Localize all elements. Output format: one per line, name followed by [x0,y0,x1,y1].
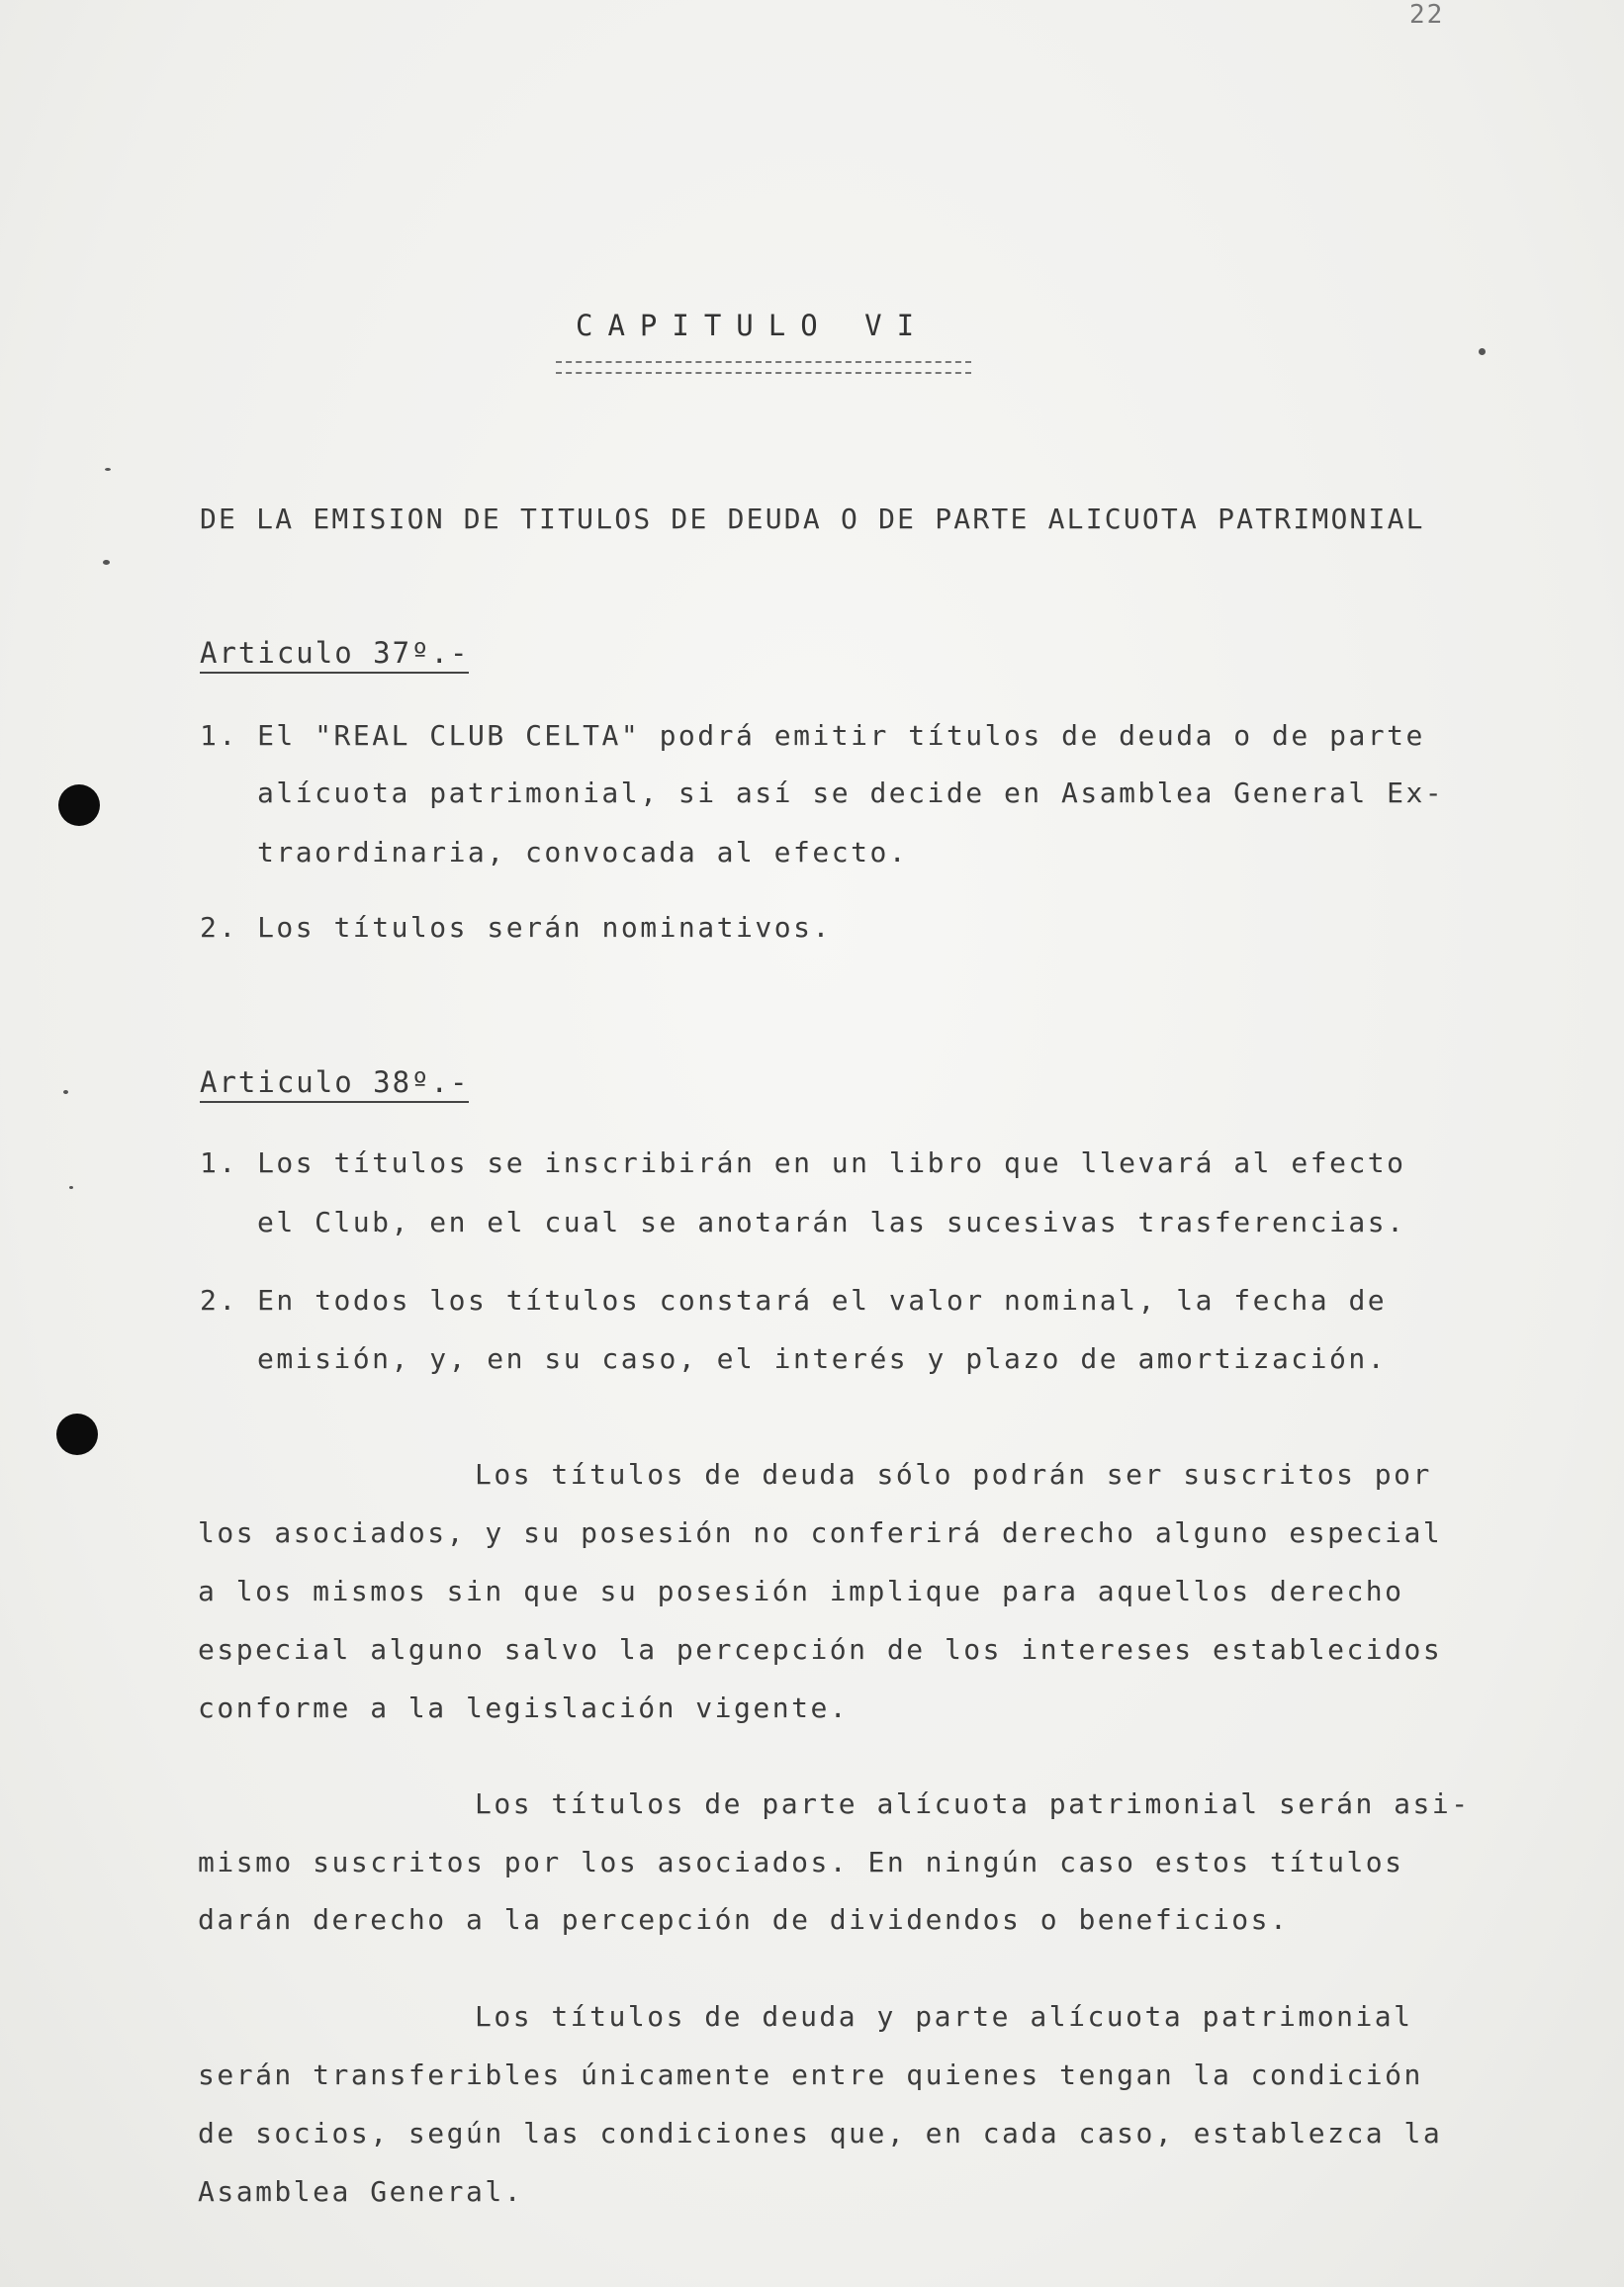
page-number: 22 [1409,0,1445,30]
paragraph-2-line: Los títulos de parte alícuota patrimonial serán asi- [475,1787,1471,1820]
article-38-line: 2. En todos los títulos constará el valor nominal, la fecha de [200,1284,1388,1317]
paragraph-3-line: Los títulos de deuda y parte alícuota patrimonial [475,2000,1413,2033]
paragraph-1-line: Los títulos de deuda sólo podrán ser suscritos por [475,1458,1432,1491]
ink-speck [105,468,111,471]
ink-speck [103,560,110,565]
article-38-line: emisión, y, en su caso, el interés y plazo de amortización. [257,1342,1388,1375]
ink-speck [1479,348,1486,355]
article-37-line: 1. El "REAL CLUB CELTA" podrá emitir títulos de deuda o de parte [200,719,1425,752]
paragraph-2-line: darán derecho a la percepción de dividendos o beneficios. [198,1903,1290,1936]
article-38-line: el Club, en el cual se anotarán las sucesivas trasferencias. [257,1206,1406,1238]
article-37-line: 2. Los títulos serán nominativos. [200,911,832,944]
paragraph-3-line: de socios, según las condiciones que, en cada caso, establezca la [198,2117,1443,2150]
paragraph-1-line: los asociados, y su posesión no conferirá derecho alguno especial [198,1516,1443,1549]
paragraph-3-line: Asamblea General. [198,2175,524,2208]
punch-hole-lower [56,1414,98,1455]
paragraph-1-line: conforme a la legislación vigente. [198,1692,850,1724]
chapter-title: CAPITULO VI [576,309,930,342]
article-38-line: 1. Los títulos se inscribirán en un libro que llevará al efecto [200,1146,1406,1179]
section-heading: DE LA EMISION DE TITULOS DE DEUDA O DE PARTE ALICUOTA PATRIMONIAL [200,503,1425,535]
paragraph-3-line: serán transferibles únicamente entre quienes tengan la condición [198,2058,1423,2091]
article-37-line: alícuota patrimonial, si así se decide en Asamblea General Ex- [257,777,1445,809]
article-37-heading: Articulo 37º.- [200,636,469,674]
punch-hole-upper [58,784,100,826]
article-38-heading: Articulo 38º.- [200,1065,469,1103]
ink-speck [63,1090,68,1094]
paragraph-1-line: a los mismos sin que su posesión implique para aquellos derecho [198,1575,1404,1607]
paragraph-2-line: mismo suscritos por los asociados. En ningún caso estos títulos [198,1846,1404,1878]
article-37-line: traordinaria, convocada al efecto. [257,836,909,869]
ink-speck [69,1186,73,1189]
chapter-title-underline [556,361,971,374]
paragraph-1-line: especial alguno salvo la percepción de los intereses establecidos [198,1633,1443,1666]
